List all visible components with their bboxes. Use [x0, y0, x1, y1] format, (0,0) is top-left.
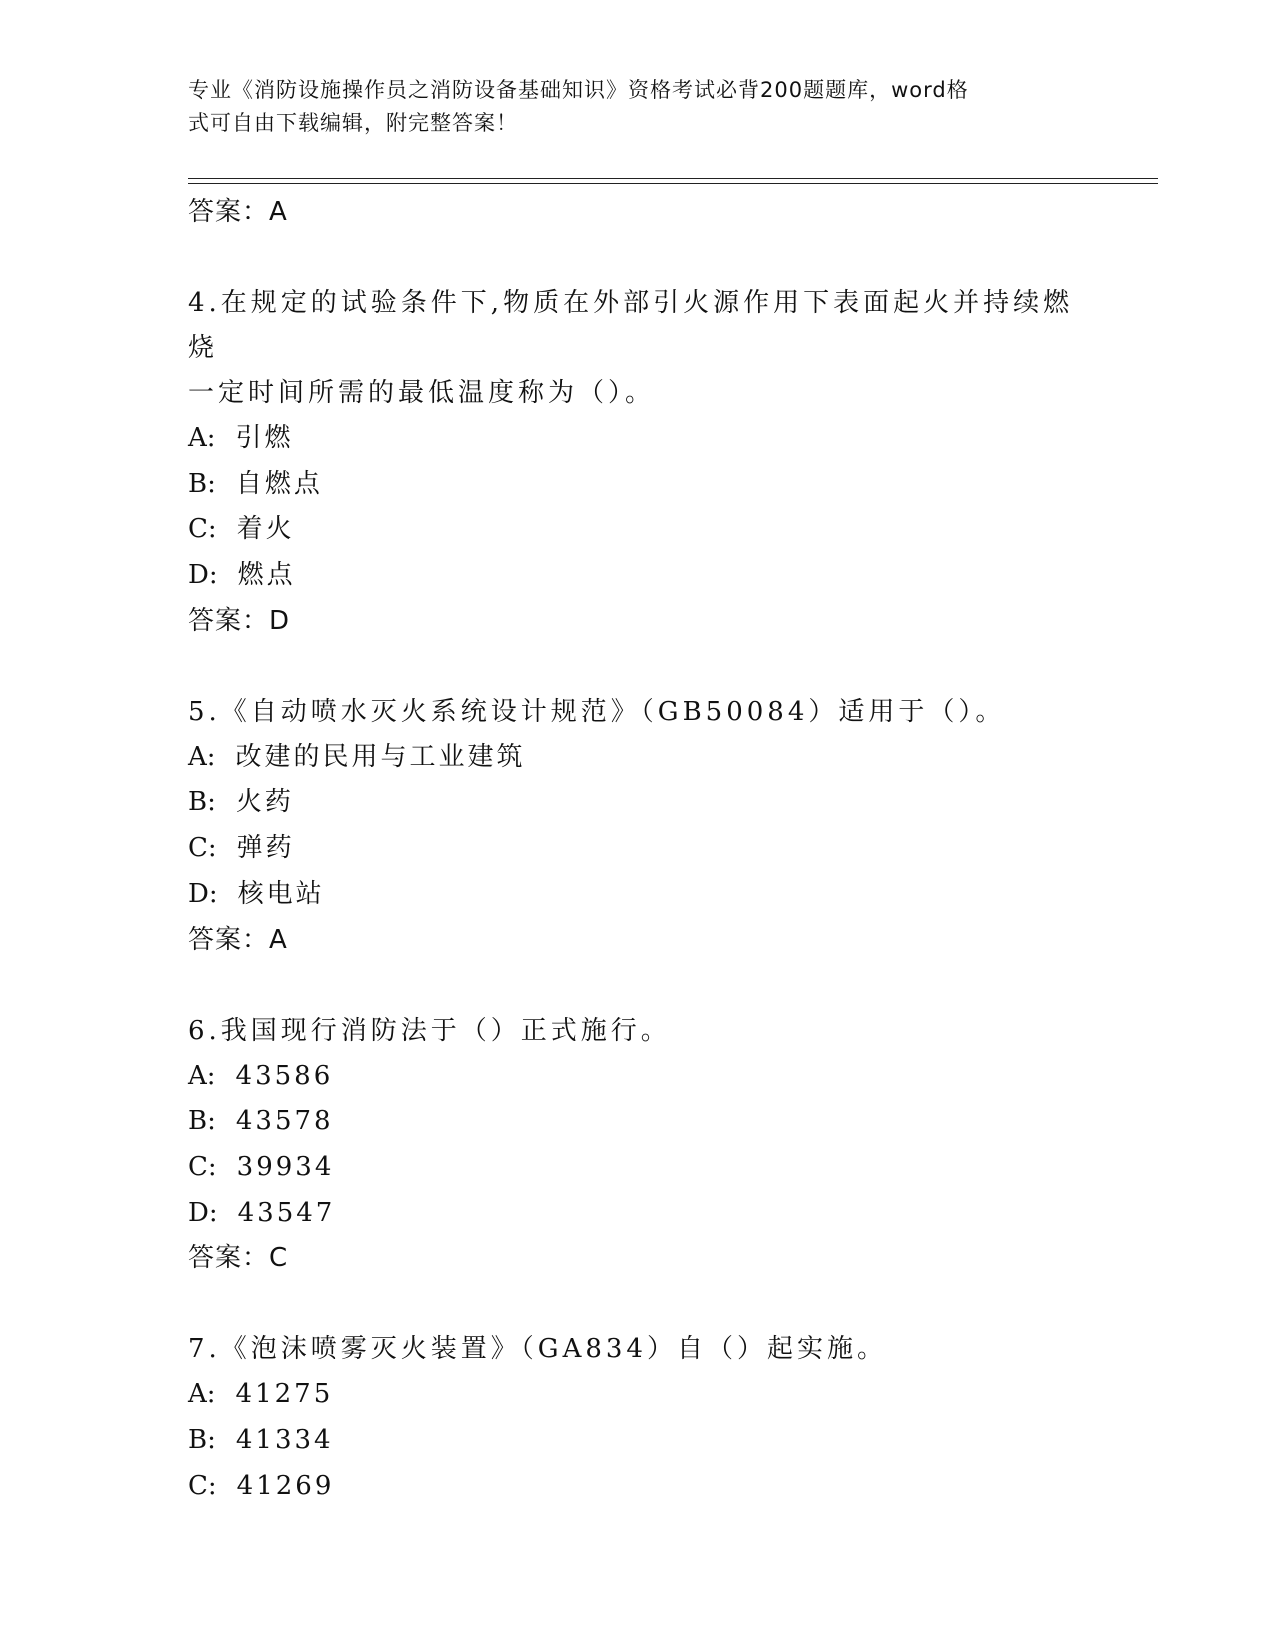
option-text: 41334	[235, 1424, 334, 1455]
header-divider-bottom	[188, 183, 1158, 184]
option-a	[188, 416, 1088, 462]
question-stem-line-2: 一定时间所需的最低温度称为（）。	[188, 378, 656, 408]
question-stem	[188, 1009, 1088, 1054]
option-text: 41269	[236, 1470, 335, 1501]
option-a	[188, 1372, 1088, 1418]
question-list	[188, 190, 1088, 1509]
option-a	[188, 735, 1088, 781]
option-d	[188, 872, 1088, 918]
question-stem-line-1: 5.《自动喷水灭火系统设计规范》（GB50084）适用于（）。	[188, 696, 1006, 727]
option-d	[188, 553, 1088, 599]
option-text: 43586	[235, 1060, 334, 1091]
option-text: 39934	[236, 1151, 335, 1182]
option-letter: C:	[188, 1151, 217, 1182]
header-title-line-2: 式可自由下载编辑，附完整答案！	[188, 111, 518, 135]
option-letter: B:	[188, 1106, 216, 1137]
option-text: 改建的民用与工业建筑	[235, 741, 526, 772]
option-b	[188, 462, 1088, 508]
option-b	[188, 780, 1088, 826]
option-letter: A:	[188, 1379, 216, 1410]
answer-line: 答案：D	[188, 605, 291, 636]
option-letter: B:	[188, 787, 216, 818]
header-title-line-1: 专业《消防设施操作员之消防设备基础知识》资格考试必背200题题库，word格	[188, 78, 969, 102]
option-text: 43547	[237, 1197, 336, 1228]
option-text: 燃点	[237, 560, 296, 591]
question-stem-line-1: 4.在规定的试验条件下,物质在外部引火源作用下表面起火并持续燃烧	[188, 288, 1074, 363]
question-6	[188, 1009, 1088, 1282]
option-text: 弹药	[236, 833, 295, 864]
option-c	[188, 507, 1088, 553]
option-letter: D:	[188, 560, 218, 591]
answer-line: 答案：A	[188, 197, 288, 227]
option-letter: C:	[188, 1470, 217, 1501]
option-b	[188, 1099, 1088, 1145]
question-4	[188, 281, 1088, 644]
option-letter: B:	[188, 1424, 216, 1455]
option-a	[188, 1054, 1088, 1100]
option-text: 43578	[235, 1106, 334, 1137]
option-text: 核电站	[237, 878, 325, 909]
option-c	[188, 826, 1088, 872]
answer-line: 答案：C	[188, 1243, 289, 1274]
option-text: 41275	[235, 1379, 334, 1410]
option-letter: A:	[188, 423, 216, 453]
question-stem-line-1: 6.我国现行消防法于（）正式施行。	[188, 1015, 671, 1046]
question-stem	[188, 1327, 1088, 1372]
option-letter: A:	[188, 741, 216, 772]
option-letter: D:	[188, 1197, 218, 1228]
option-text: 自燃点	[235, 468, 323, 499]
option-letter: A:	[188, 1060, 216, 1091]
question-stem-line-1: 7.《泡沫喷雾灭火装置》（GA834）自（）起实施。	[188, 1334, 887, 1365]
answer-line: 答案：A	[188, 924, 288, 955]
option-letter: B:	[188, 468, 216, 499]
document-header	[188, 74, 1068, 140]
option-letter: C:	[188, 514, 217, 545]
option-b	[188, 1418, 1088, 1464]
question-7	[188, 1327, 1088, 1509]
option-text: 火药	[235, 787, 294, 818]
header-divider-top	[188, 178, 1158, 179]
option-d	[188, 1191, 1088, 1237]
option-letter: C:	[188, 833, 217, 864]
option-letter: D:	[188, 878, 218, 909]
option-text: 着火	[236, 514, 295, 545]
option-c	[188, 1145, 1088, 1191]
option-c	[188, 1464, 1088, 1510]
question-stem	[188, 281, 1088, 416]
question-5	[188, 690, 1088, 963]
question-stem	[188, 690, 1088, 735]
option-text: 引燃	[235, 423, 294, 453]
